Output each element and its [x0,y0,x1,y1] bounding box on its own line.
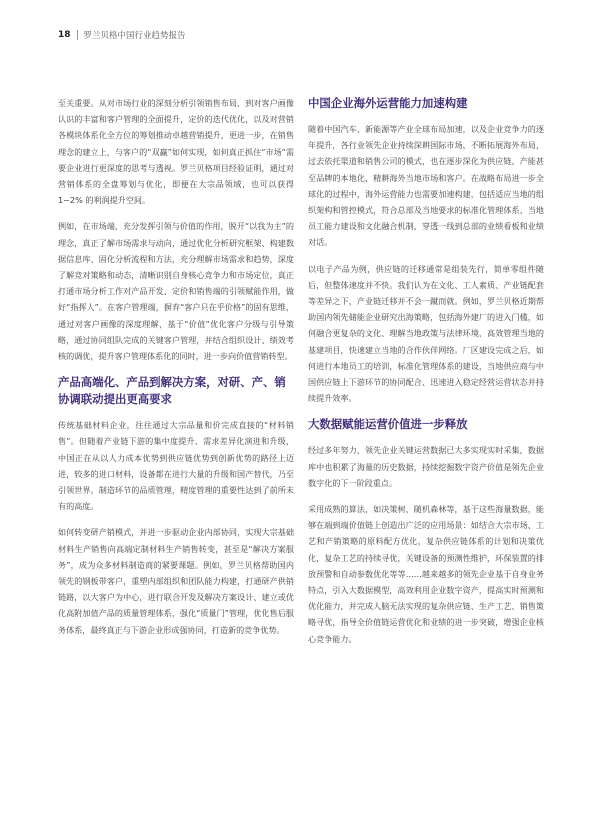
page-number: 18 [58,30,71,40]
body-paragraph: 采用成熟的算法，如决策树，随机森林等，基于这些海量数据，能够在端到端价值链上创造出广泛的应用场景：如结合大宗市场、工艺和产销策略的原料配方优化，复杂供应链体系的计划和决策优化，复杂工艺的持续寻优，关键设备的预测性维护，环保装置的排放预警和自动参数优化等等……越来越多的领先企业基于自身业务特点，引入大数据模型，高效利用企业数字资产，提高实时预测和优化能力，并完成人脑无法实现的复杂供应链、生产工艺、销售策略寻优，指导全价值链运营优化和业绩的进一步突破，增强企业核心竞争能力。 [308,504,544,644]
body-paragraph: 如何转变研产销模式，并进一步驱动企业内部协同，实现大宗基础材料生产销售向高端定制材料生产销售转变，甚至是“解决方案服务”，成为众多材料制造商的紧要课题。例如，罗兰贝格帮助国内领先的钢板带客户，重塑内部组织和团队能力构建，打通研产供销链路，以大客户为中心，进行联合开发及解决方案设计、建立或优化高附加值产品的质量管理体系，强化“质量门”管理，优化售后服务体系，最终真正与下游企业形成强协同，打造新的竞争优势。 [58,527,294,635]
right-column [308,95,544,657]
page-header [58,28,186,42]
body-paragraph: 至关重要。从对市场行业的深刻分析引领销售布局，到对客户画像认识的丰富和客户管理的全面提升，定价的迭代优化，以及对营销各模块体系化全方位的筹划推动卓越营销提升，更进一步，在销售理念的建立上，与客户的“双赢”如何实现，如何真正抓住“市场”需要企业进行更深度的思考与透视。罗兰贝格项目经验证明，通过对营销体系的全盘筹划与优化，即便在大宗品领域，也可以获得 1~2% 的利润提升空间。 [58,98,294,206]
header-divider [77,30,78,40]
body-paragraph: 传统基础材料企业，往往通过大宗品量和价完成直接的“材料销售”。但随着产业链下游的集中度提升、需求差异化演进和升级，中国正在从以人力成本优势到供应链优势到创新优势的路径上迈进，较多的进口材料，设备都在进行大量的升级和国产替代，乃至引领世界。制造环节的品质管理，精度管理的重要性达到了前所未有的高度。 [58,420,294,512]
section-heading-overseas-operations: 中国企业海外运营能力加速构建 [308,96,468,110]
section-heading-big-data: 大数据赋能运营价值进一步释放 [308,417,468,432]
report-title: 罗兰贝格中国行业趋势报告 [83,31,186,41]
body-paragraph: 随着中国汽车、新能源等产业全球布局加速，以及企业竞争力的逐年提升，各行业领先企业持续深耕国际市场，不断拓展海外布局，过去依托渠道和销售公司的模式，也在逐步深化为供应链、产能甚至品牌的本地化，精耕海外当地市场和客户。在战略布局进一步全球化的过程中，海外运营能力也需要加速构建，包括适应当地的组织架构和管控模式，符合总部及当地要求的标准化管理体系、当地员工能力建设和文化融合机制，穿透一线到总部的业绩看板和业绩对话。 [308,124,544,248]
body-paragraph: 以电子产品为例，供应链的迁移通常是组装先行，简单零组件随后，但整体速度并不快。我们认为在文化、工人素质、产业链配套等差异之下，产业链迁移并不会一蹴而就。例如，罗兰贝格近期帮助国内领先储能企业研究出海策略，包括海外建厂的进入门槛，如何融合更复杂的文化、理解当地政策与法律环境，高效管理当地的基建项目，快速建立当地的合作伙伴网络。厂区建设完成之后，如何进行本地员工的培训，标准化管理体系的建设，当地供应商与中国供应链上下游环节的协同配合、迅速进入稳定经营运营状态并持续提升效率。 [308,263,544,404]
body-paragraph: 例如，在市场端，充分发挥引领与价值的作用，脱开“以我为主”的理念，真正了解市场需求与动向，通过优化分析研究框架、构建数据信息库、固化分析流程和方法，充分理解市场需求和趋势，深度了解竞对策略和动态，清晰识别自身核心竞争力和市场定位，真正打通市场分析工作对产品开发、定价和销售端的引领赋能作用，做好“指挥人”。在客户管理端，摒弃“客户只在乎价格”的固有思维，通过对客户画像的深度理解，基于“价值”优化客户分级与引导策略，通过协同组队完成的关键客户管理，并结合组织设计、绩效考核的调优，提升客户管理体系化的同时，进一步向价值营销转型。 [58,221,294,362]
section-heading-product-premiumization: 产品高端化、产品到解决方案，对研、产、销协调联动提出更高要求 [58,375,286,407]
body-paragraph: 经过多年努力，领先企业关键运营数据已大多实现实时采集，数据库中也积累了海量的历史数据，持续挖掘数字资产价值是领先企业数字化的下一阶段重点。 [308,445,544,488]
left-column [58,95,294,648]
